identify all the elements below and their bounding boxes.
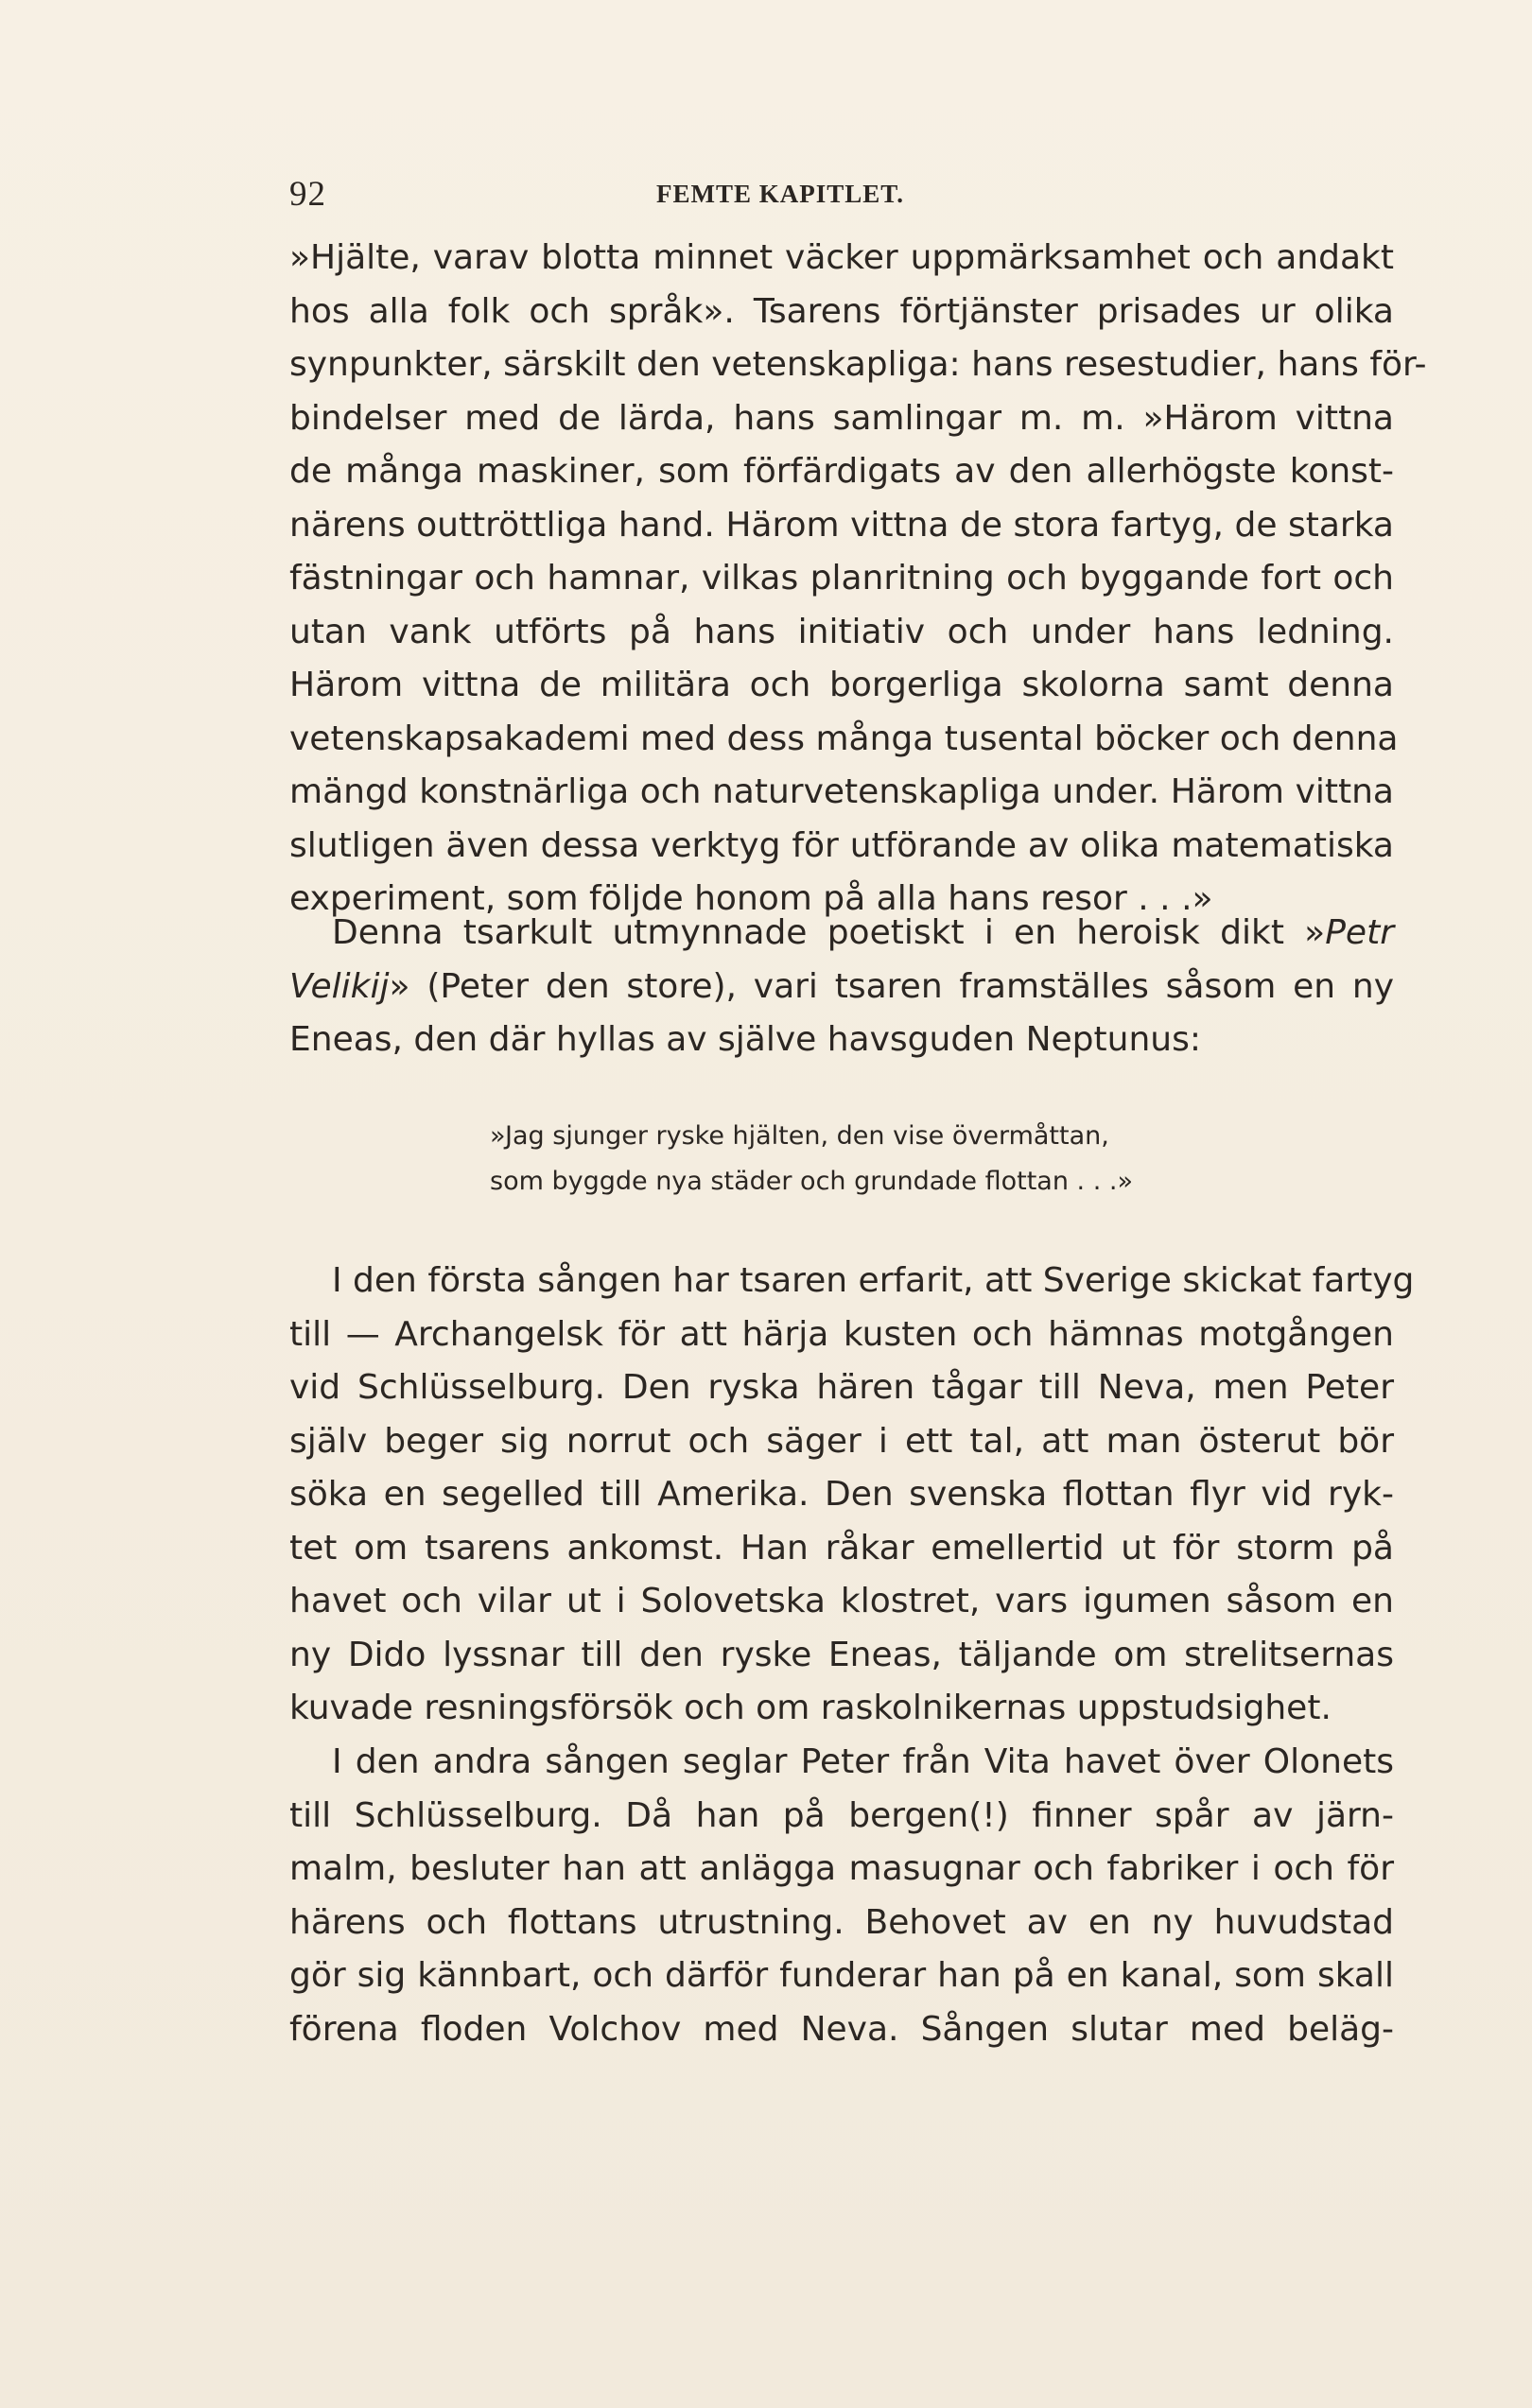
text-line	[289, 907, 1394, 961]
text-line: Eneas, den där hyllas av själve havsguden Neptunus:	[289, 1020, 1201, 1059]
text-line: härens och flottans utrustning. Behovet av en ny huvudstad	[289, 1902, 1394, 1942]
paragraph-2	[289, 907, 1394, 1067]
text-line: slutligen även dessa verktyg för utförande av olika matematiska	[289, 825, 1394, 865]
running-head: FEMTE KAPITLET.	[656, 180, 905, 208]
text-line: vid Schlüsselburg. Den ryska hären tågar till Neva, men Peter	[289, 1368, 1394, 1407]
text-line: malm, besluter han att anlägga masugnar och fabriker i och för	[289, 1849, 1394, 1888]
paragraph-3	[289, 1255, 1415, 1736]
text-line: gör sig kännbart, och därför funderar han på en kanal, som skall	[289, 1956, 1394, 1995]
text-line: förena floden Volchov med Neva. Sången slutar med beläg-	[289, 2009, 1394, 2049]
text-line: vetenskapsakademi med dess många tusental böcker och denna	[289, 719, 1399, 758]
text-line: I den andra sången seglar Peter från Vita havet över Olonets	[332, 1742, 1394, 1781]
paragraph-4	[289, 1736, 1394, 2056]
text-line: själv beger sig norrut och säger i ett tal, att man österut bör	[289, 1421, 1394, 1461]
italic-title: Petr	[1325, 913, 1394, 952]
text-line: bindelser med de lärda, hans samlingar m. m. »Härom vittna	[289, 398, 1394, 438]
text-line: fästningar och hamnar, vilkas planritning och byggande fort och	[289, 559, 1394, 598]
verse-line: som byggde nya städer och grundade flottan . . .»	[490, 1167, 1133, 1196]
text-line: synpunkter, särskilt den vetenskapliga: hans resestudier, hans för-	[289, 345, 1427, 384]
text-line: tet om tsarens ankomst. Han råkar emellertid ut för storm på	[289, 1528, 1394, 1568]
text-line: kuvade resningsförsök och om raskolnikernas uppstudsighet.	[289, 1689, 1332, 1727]
text-line: söka en segelled till Amerika. Den svenska flottan flyr vid ryk-	[289, 1475, 1394, 1514]
text-line: havet och vilar ut i Solovetska klostret, vars igumen såsom en	[289, 1582, 1394, 1620]
text-line: utan vank utförts på hans initiativ och under hans ledning.	[289, 612, 1394, 651]
text-line	[289, 961, 1394, 1014]
italic-title: Velikij	[289, 966, 390, 1006]
verse-line: »Jag sjunger ryske hjälten, den vise övermåttan,	[490, 1121, 1109, 1151]
text-line: mängd konstnärliga och naturvetenskapliga under. Härom vittna	[289, 772, 1394, 811]
text-run: » (Peter den store), vari tsaren framställes såsom en ny	[389, 966, 1394, 1006]
text-line: ny Dido lyssnar till den ryske Eneas, täljande om strelitsernas	[289, 1635, 1394, 1674]
text-line: till Schlüsselburg. Då han på bergen(!) finner spår av järn-	[289, 1795, 1394, 1835]
text-line: de många maskiner, som förfärdigats av den allerhögste konst-	[289, 452, 1394, 491]
text-line: »Hjälte, varav blotta minnet väcker uppmärksamhet och andakt	[289, 238, 1394, 277]
paragraph-1	[289, 232, 1427, 927]
page-header	[289, 174, 1394, 221]
text-line: I den första sången har tsaren erfarit, att Sverige skickat fartyg	[332, 1261, 1415, 1300]
verse-quote	[490, 1114, 1209, 1204]
text-line: experiment, som följde honom på alla hans resor . . .»	[289, 879, 1213, 918]
text-line: Härom vittna de militära och borgerliga skolorna samt denna	[289, 666, 1394, 704]
text-run: Denna tsarkult utmynnade poetiskt i en heroisk dikt »	[332, 913, 1326, 952]
text-line: hos alla folk och språk». Tsarens förtjänster prisades ur olika	[289, 291, 1394, 331]
page-number: 92	[289, 175, 326, 214]
text-line: till — Archangelsk för att härja kusten och hämnas motgången	[289, 1314, 1394, 1354]
text-line: närens outtröttliga hand. Härom vittna de stora fartyg, de starka	[289, 505, 1394, 545]
